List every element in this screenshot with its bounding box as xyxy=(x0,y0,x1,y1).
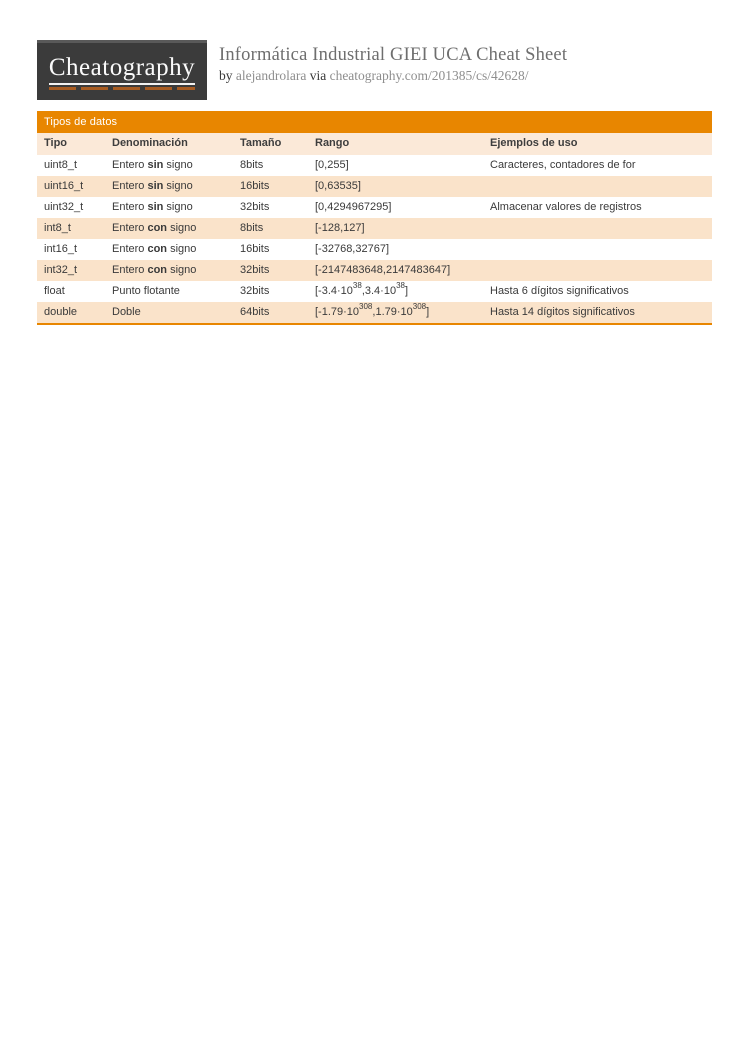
column-header-rango: Rango xyxy=(308,133,483,155)
logo-text: Cheatography xyxy=(49,55,195,85)
cell-ejemplos: Almacenar valores de registros xyxy=(490,201,642,213)
column-header-denominacion: Denominación xyxy=(105,133,233,155)
table-row xyxy=(37,218,712,239)
byline-by-label: by xyxy=(219,68,233,83)
cell-denominacion: Doble xyxy=(112,306,141,318)
cheatography-logo[interactable] xyxy=(37,40,207,100)
cell-tipo: int32_t xyxy=(44,264,78,276)
cheatsheet-url-link[interactable]: cheatography.com/201385/cs/42628/ xyxy=(329,68,529,83)
cell-tamano: 8bits xyxy=(240,222,264,234)
cell-denominacion: Entero con signo xyxy=(112,264,197,276)
cell-tipo: float xyxy=(44,285,65,297)
byline-via-label: via xyxy=(309,68,327,83)
cell-tipo: double xyxy=(44,306,78,318)
table-row xyxy=(37,176,712,197)
cell-tamano: 8bits xyxy=(240,159,264,171)
tipos-de-datos-card xyxy=(37,111,712,325)
table-row xyxy=(37,197,712,218)
cell-denominacion: Entero con signo xyxy=(112,243,197,255)
cell-ejemplos xyxy=(483,239,712,260)
table-row xyxy=(37,155,712,176)
cell-tipo: uint16_t xyxy=(44,180,84,192)
cell-tamano: 16bits xyxy=(240,180,270,192)
cell-tamano: 32bits xyxy=(240,201,270,213)
page-title: Informática Industrial GIEI UCA Cheat Sheet xyxy=(219,45,568,65)
cell-ejemplos xyxy=(483,260,712,281)
author-link[interactable]: alejandrolara xyxy=(235,68,307,83)
cell-denominacion: Punto flotante xyxy=(112,285,180,297)
table-title-bar: Tipos de datos xyxy=(37,111,712,133)
table-header-row xyxy=(37,133,712,155)
logo-wordmark xyxy=(49,55,195,90)
header-title-block xyxy=(219,44,567,85)
cell-rango: $[-3.4\cdot 10^{38},3.4\cdot 10^{38}]$ xyxy=(315,281,409,297)
cell-denominacion: Entero sin signo xyxy=(112,201,193,213)
cell-ejemplos: Hasta 14 dígitos significativos xyxy=(490,306,635,318)
cell-ejemplos: Hasta 6 dígitos significativos xyxy=(490,285,629,297)
cell-rango: [0,63535] xyxy=(315,180,361,192)
column-header-ejemplos: Ejemplos de uso xyxy=(483,133,712,155)
table-row xyxy=(37,260,712,281)
column-header-tipo: Tipo xyxy=(37,133,105,155)
cell-ejemplos xyxy=(483,176,712,197)
logo-underline-dashes xyxy=(49,87,195,90)
cell-tamano: 64bits xyxy=(240,306,270,318)
cell-tamano: 32bits xyxy=(240,264,270,276)
cell-rango: [-128,127] xyxy=(315,222,365,234)
cell-denominacion: Entero sin signo xyxy=(112,180,193,192)
table-row xyxy=(37,239,712,260)
cell-rango: [0,255] xyxy=(315,159,349,171)
tipos-de-datos-table xyxy=(37,133,712,323)
cell-rango: [-32768,32767] xyxy=(315,243,390,255)
cell-tipo: int16_t xyxy=(44,243,78,255)
byline xyxy=(219,67,567,85)
table-body xyxy=(37,155,712,323)
table-row xyxy=(37,302,712,323)
cell-rango: [0,4294967295] xyxy=(315,201,392,213)
cell-ejemplos xyxy=(483,218,712,239)
cell-tipo: uint32_t xyxy=(44,201,84,213)
cell-rango: $[-1.79\cdot 10^{308},1.79\cdot 10^{308}]$ xyxy=(315,302,430,318)
column-header-tamano: Tamaño xyxy=(233,133,308,155)
cell-ejemplos: Caracteres, contadores de for xyxy=(490,159,636,171)
cell-tipo: uint8_t xyxy=(44,159,78,171)
cell-denominacion: Entero con signo xyxy=(112,222,197,234)
cell-tipo: int8_t xyxy=(44,222,71,234)
cell-tamano: 32bits xyxy=(240,285,270,297)
cell-tamano: 16bits xyxy=(240,243,270,255)
cell-rango: [-2147483648,2147483647] xyxy=(315,264,451,276)
table-row xyxy=(37,281,712,302)
cell-denominacion: Entero sin signo xyxy=(112,159,193,171)
